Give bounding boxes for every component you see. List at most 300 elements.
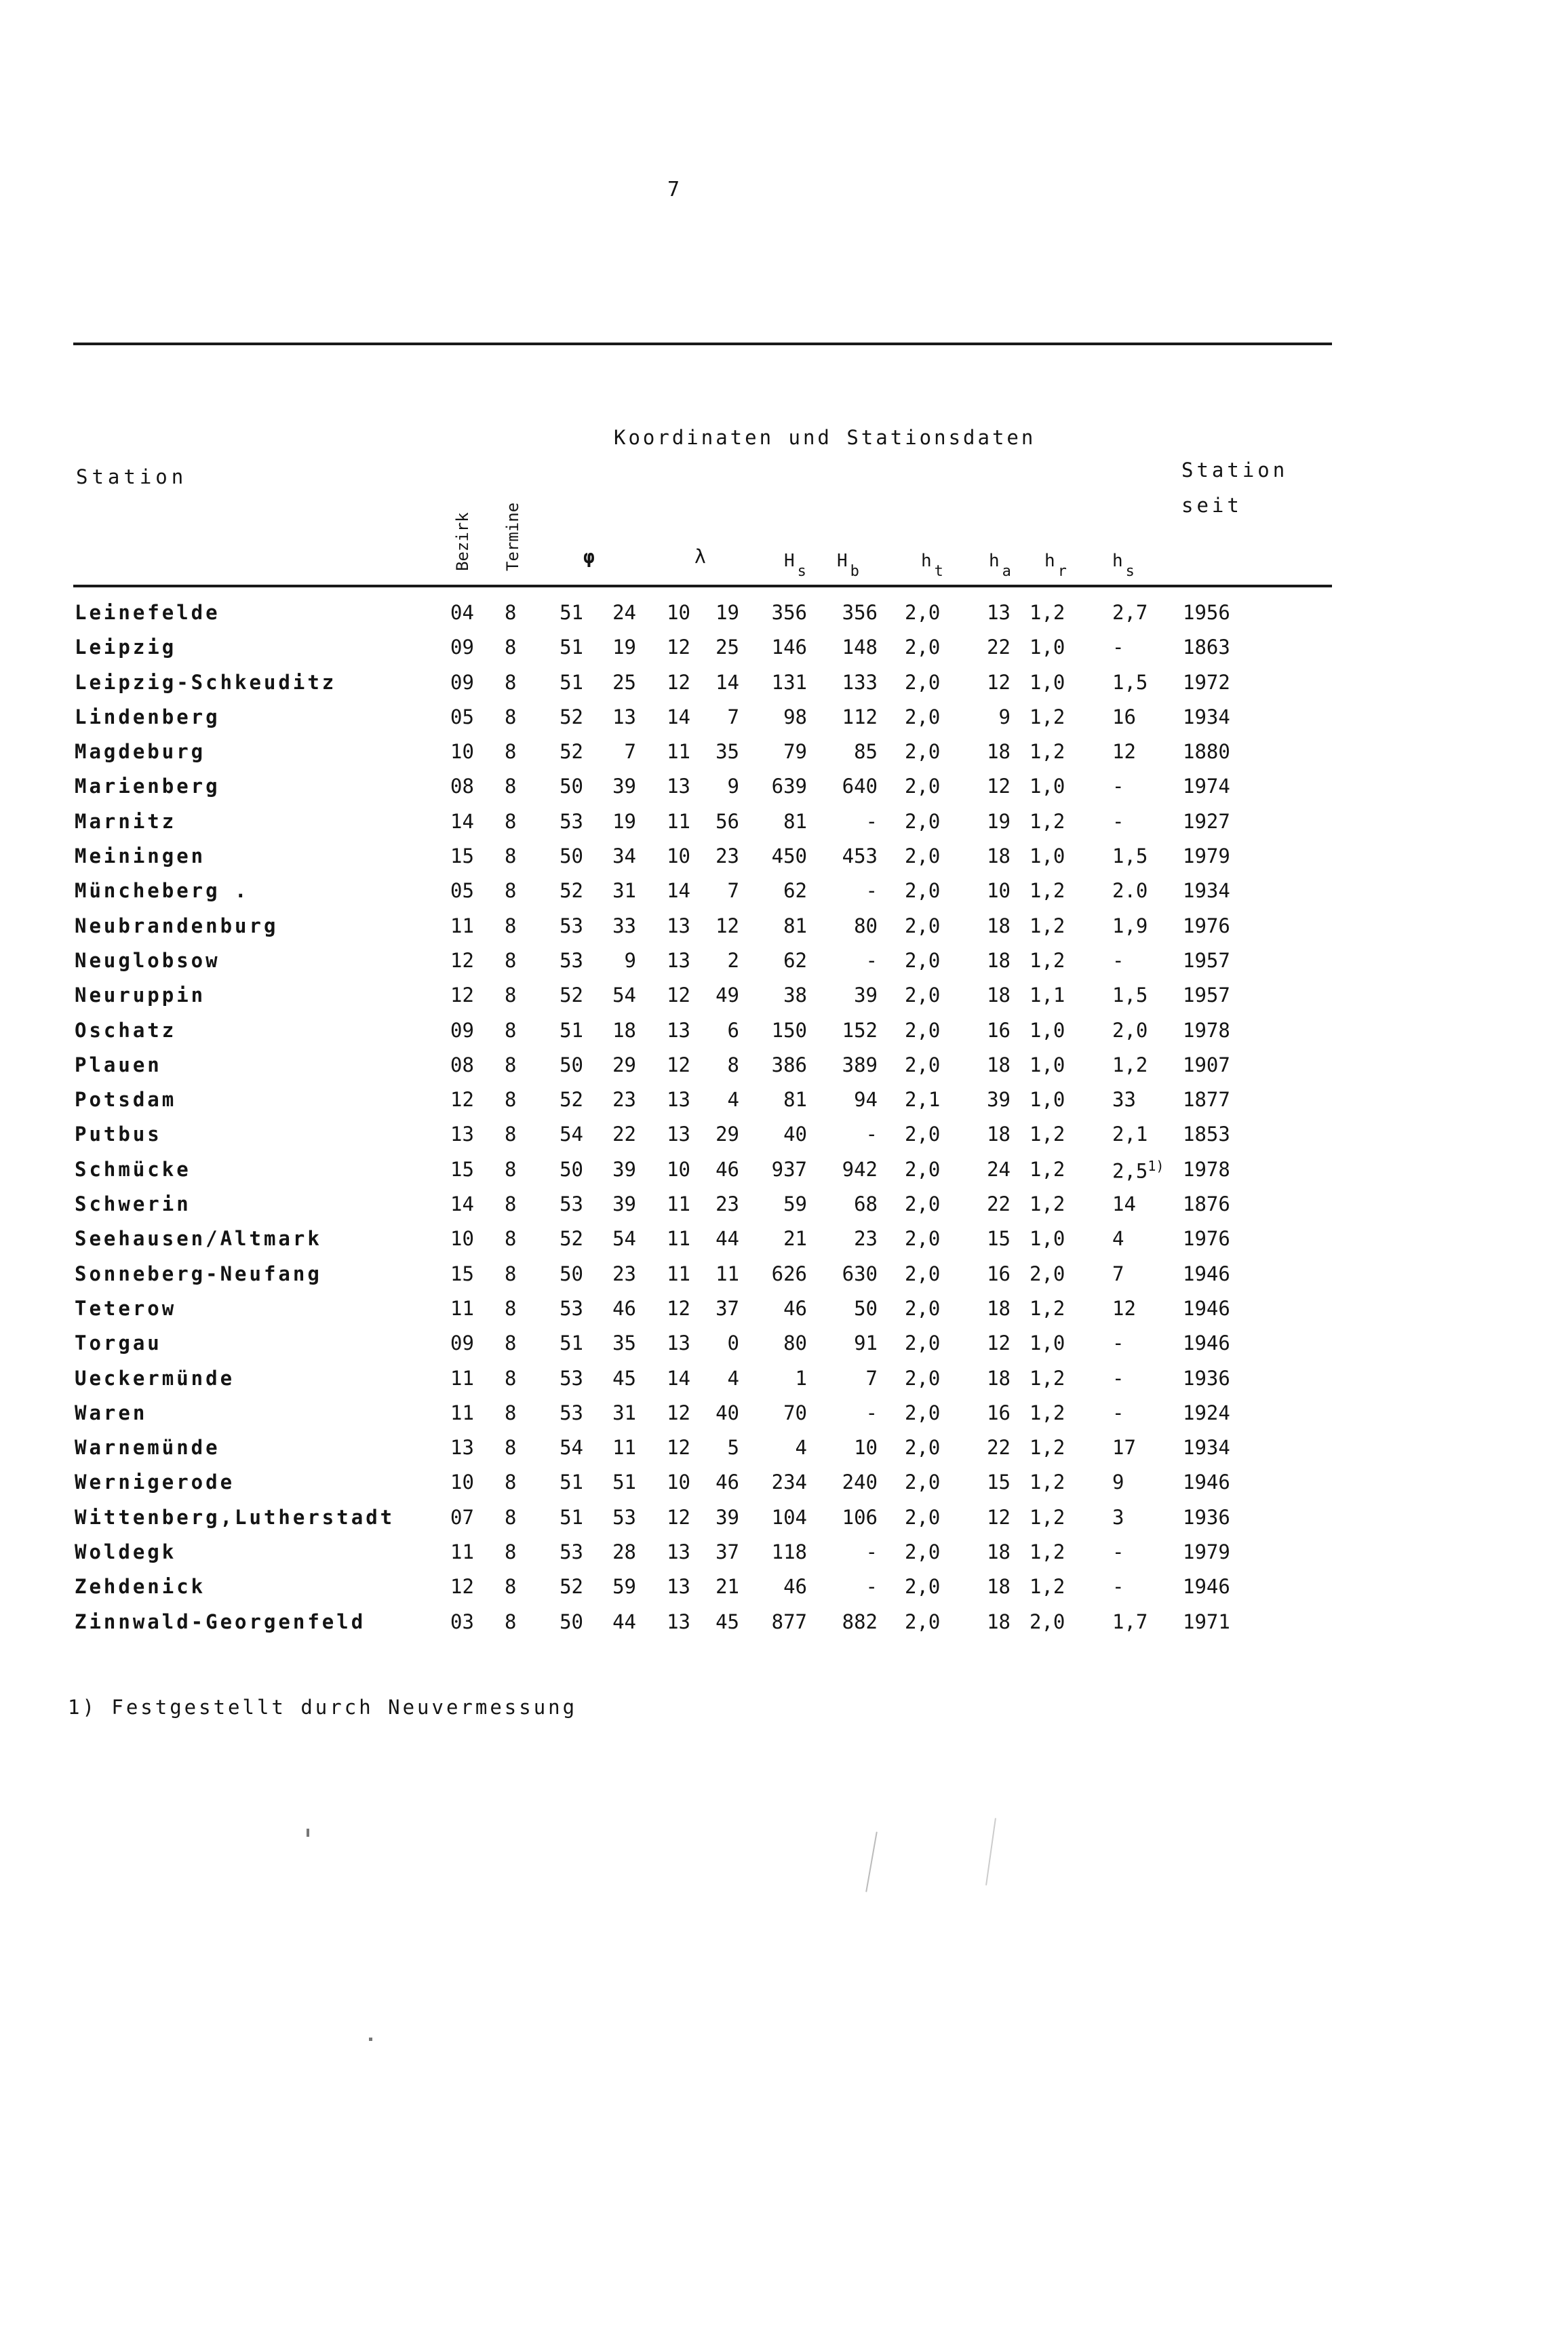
termine-cell: 8 (505, 1296, 517, 1320)
station-name: Waren (75, 1401, 148, 1424)
bezirk-cell: 12 (450, 948, 474, 972)
lambda-deg-cell: 13 (667, 914, 690, 937)
lambda-min-cell: 9 (727, 775, 739, 798)
hs-value: 2,5 (1112, 1159, 1148, 1183)
ha-cell: 15 (987, 1227, 1011, 1251)
ht-cell: 2,0 (905, 670, 941, 694)
station-name: Putbus (75, 1123, 162, 1146)
hs-value: - (1112, 775, 1124, 798)
phi-deg-cell: 53 (560, 1192, 583, 1216)
lambda-deg-cell: 11 (667, 740, 690, 764)
bezirk-cell: 13 (450, 1123, 474, 1146)
hr-cell: 1,2 (1030, 1471, 1065, 1494)
hs-value: 1,9 (1112, 914, 1148, 937)
phi-deg-cell: 54 (560, 1436, 583, 1460)
hr-cell: 1,2 (1030, 1401, 1065, 1424)
ha-cell: 12 (987, 775, 1011, 798)
termine-cell: 8 (505, 1436, 517, 1460)
hs-cell (1112, 1262, 1167, 1285)
termine-cell: 8 (505, 1192, 517, 1216)
hs-cell (1112, 601, 1167, 624)
Hs-cell: 79 (783, 740, 807, 764)
station-seit-cell: 1976 (1183, 914, 1230, 937)
ht-cell: 2,0 (905, 1540, 941, 1564)
termine-cell: 8 (505, 705, 517, 728)
termine-cell: 8 (505, 1018, 517, 1042)
hs-value: 4 (1112, 1227, 1124, 1251)
hs-value: 7 (1112, 1262, 1124, 1285)
phi-deg-cell: 53 (560, 1296, 583, 1320)
ha-cell: 18 (987, 1053, 1011, 1076)
bezirk-cell: 11 (450, 1401, 474, 1424)
ht-cell: 2,0 (905, 844, 941, 868)
hs-value: 2,1 (1112, 1123, 1148, 1146)
hr-cell: 1,2 (1030, 1575, 1065, 1599)
bezirk-cell: 08 (450, 1053, 474, 1076)
termine-cell: 8 (505, 984, 517, 1007)
hs-cell (1112, 1367, 1167, 1390)
table-body (0, 601, 1568, 1645)
phi-min-cell: 31 (612, 1401, 636, 1424)
ht-cell: 2,0 (905, 1262, 941, 1285)
Hs-cell: 1 (795, 1366, 807, 1390)
termine-cell: 8 (505, 1157, 517, 1181)
Hs-cell: 937 (771, 1157, 807, 1181)
hs-value: 12 (1112, 1296, 1136, 1320)
termine-cell: 8 (505, 1366, 517, 1390)
hr-cell: 1,2 (1030, 1192, 1065, 1216)
Hs-cell: 21 (783, 1227, 807, 1251)
station-name: Leinefelde (75, 601, 220, 624)
phi-deg-cell: 51 (560, 1471, 583, 1494)
ha-cell: 13 (987, 601, 1011, 624)
lambda-deg-cell: 13 (667, 1331, 690, 1355)
hs-cell (1112, 844, 1167, 868)
header-hs: $h_s$ (1112, 551, 1135, 580)
lambda-min-cell: 4 (727, 1366, 739, 1390)
table-row (0, 1158, 1568, 1192)
bezirk-cell: 15 (450, 1262, 474, 1285)
station-name: Neuruppin (75, 984, 206, 1007)
phi-min-cell: 39 (612, 1157, 636, 1181)
bezirk-cell: 12 (450, 1088, 474, 1112)
hs-value: - (1112, 1366, 1124, 1390)
ht-cell: 2,0 (905, 775, 941, 798)
phi-min-cell: 46 (612, 1296, 636, 1320)
lambda-min-cell: 5 (727, 1436, 739, 1460)
station-seit-cell: 1936 (1183, 1505, 1230, 1529)
table-row (0, 1401, 1568, 1436)
station-seit-cell: 1979 (1183, 844, 1230, 868)
hr-cell: 1,0 (1030, 1088, 1065, 1112)
hr-cell: 1,2 (1030, 1296, 1065, 1320)
Hb-cell: 68 (854, 1192, 878, 1216)
hs-value: 3 (1112, 1505, 1124, 1529)
lambda-min-cell: 37 (716, 1296, 739, 1320)
termine-cell: 8 (505, 1227, 517, 1251)
hr-cell: 1,2 (1030, 740, 1065, 764)
ha-cell: 22 (987, 1436, 1011, 1460)
lambda-deg-cell: 11 (667, 1262, 690, 1285)
lambda-min-cell: 7 (727, 705, 739, 728)
hr-cell: 1,2 (1030, 1366, 1065, 1390)
hs-value: 2.0 (1112, 879, 1148, 903)
station-name: Zehdenick (75, 1575, 206, 1599)
phi-deg-cell: 50 (560, 1610, 583, 1633)
phi-min-cell: 51 (612, 1471, 636, 1494)
lambda-deg-cell: 13 (667, 1575, 690, 1599)
ht-cell: 2,0 (905, 1505, 941, 1529)
hs-cell (1112, 1227, 1167, 1250)
Hs-cell: 81 (783, 809, 807, 833)
table-row (0, 879, 1568, 914)
Hs-cell: 131 (771, 670, 807, 694)
phi-deg-cell: 53 (560, 1401, 583, 1424)
header-station-seit-line2: seit (1181, 494, 1242, 517)
lambda-deg-cell: 13 (667, 1088, 690, 1112)
ht-cell: 2,0 (905, 636, 941, 659)
hs-cell (1112, 1540, 1167, 1563)
header-station-seit-line1: Station (1181, 459, 1289, 482)
table-row (0, 844, 1568, 879)
table-row (0, 775, 1568, 809)
Hb-cell: - (865, 809, 878, 833)
hs-cell (1112, 775, 1167, 798)
station-seit-cell: 1936 (1183, 1366, 1230, 1390)
table-row (0, 1436, 1568, 1471)
hr-cell: 1,0 (1030, 1331, 1065, 1355)
phi-deg-cell: 53 (560, 948, 583, 972)
lambda-min-cell: 46 (716, 1157, 739, 1181)
station-name: Leipzig-Schkeuditz (75, 670, 337, 694)
lambda-deg-cell: 13 (667, 1540, 690, 1564)
station-name: Torgau (75, 1331, 162, 1355)
hs-value: - (1112, 1401, 1124, 1424)
hr-cell: 1,2 (1030, 1505, 1065, 1529)
lambda-deg-cell: 13 (667, 775, 690, 798)
scan-mark (865, 1832, 878, 1892)
ht-cell: 2,0 (905, 1366, 941, 1390)
hs-value: 16 (1112, 705, 1136, 728)
ha-cell: 12 (987, 1505, 1011, 1529)
lambda-deg-cell: 14 (667, 1366, 690, 1390)
table-row (0, 1227, 1568, 1262)
header-Hs: $H_s$ (784, 551, 806, 580)
lambda-min-cell: 56 (716, 809, 739, 833)
ht-cell: 2,0 (905, 809, 941, 833)
phi-min-cell: 13 (612, 705, 636, 728)
bezirk-cell: 11 (450, 1296, 474, 1320)
table-row (0, 949, 1568, 984)
station-seit-cell: 1979 (1183, 1540, 1230, 1564)
header-station: Station (76, 465, 188, 488)
hr-cell: 1,0 (1030, 775, 1065, 798)
termine-cell: 8 (505, 670, 517, 694)
ha-cell: 10 (987, 879, 1011, 903)
hs-value: 1,2 (1112, 1053, 1148, 1076)
station-seit-cell: 1934 (1183, 879, 1230, 903)
footnote-marker: 1) (1148, 1157, 1164, 1174)
ht-cell: 2,0 (905, 1123, 941, 1146)
hs-cell (1112, 949, 1167, 972)
lambda-min-cell: 44 (716, 1227, 739, 1251)
table-row (0, 1540, 1568, 1575)
lambda-deg-cell: 13 (667, 1018, 690, 1042)
Hb-cell: - (865, 1540, 878, 1564)
Hs-cell: 70 (783, 1401, 807, 1424)
station-seit-cell: 1978 (1183, 1157, 1230, 1181)
lambda-deg-cell: 13 (667, 1610, 690, 1633)
ht-cell: 2,0 (905, 1401, 941, 1424)
Hb-cell: 50 (854, 1296, 878, 1320)
ha-cell: 16 (987, 1401, 1011, 1424)
ht-cell: 2,0 (905, 1575, 941, 1599)
hs-value: 17 (1112, 1436, 1136, 1460)
phi-min-cell: 29 (612, 1053, 636, 1076)
table-row (0, 1575, 1568, 1610)
bezirk-cell: 09 (450, 1018, 474, 1042)
hr-cell: 1,2 (1030, 948, 1065, 972)
lambda-deg-cell: 12 (667, 670, 690, 694)
lambda-deg-cell: 11 (667, 1192, 690, 1216)
table-row (0, 1262, 1568, 1297)
lambda-deg-cell: 10 (667, 1471, 690, 1494)
phi-deg-cell: 52 (560, 879, 583, 903)
bezirk-cell: 05 (450, 879, 474, 903)
station-seit-cell: 1957 (1183, 948, 1230, 972)
ht-cell: 2,0 (905, 1053, 941, 1076)
bezirk-cell: 14 (450, 809, 474, 833)
bezirk-cell: 12 (450, 1575, 474, 1599)
lambda-deg-cell: 12 (667, 636, 690, 659)
Hs-cell: 62 (783, 948, 807, 972)
station-seit-cell: 1946 (1183, 1575, 1230, 1599)
table-row (0, 1123, 1568, 1157)
hs-value: 2,7 (1112, 601, 1148, 624)
Hs-cell: 118 (771, 1540, 807, 1564)
header-hr: $h_r$ (1044, 551, 1067, 580)
station-seit-cell: 1863 (1183, 636, 1230, 659)
phi-deg-cell: 52 (560, 705, 583, 728)
station-seit-cell: 1907 (1183, 1053, 1230, 1076)
station-name: Marienberg (75, 775, 220, 798)
Hb-cell: 882 (842, 1610, 878, 1633)
bezirk-cell: 11 (450, 1366, 474, 1390)
station-name: Zinnwald-Georgenfeld (75, 1610, 366, 1633)
hr-cell: 1,2 (1030, 1157, 1065, 1181)
hs-cell (1112, 1401, 1167, 1424)
Hs-cell: 356 (771, 601, 807, 624)
bezirk-cell: 11 (450, 914, 474, 937)
Hb-cell: 152 (842, 1018, 878, 1042)
Hs-cell: 150 (771, 1018, 807, 1042)
table-row (0, 1506, 1568, 1540)
lambda-deg-cell: 12 (667, 984, 690, 1007)
table-row (0, 705, 1568, 740)
ht-cell: 2,0 (905, 1436, 941, 1460)
hr-cell: 1,0 (1030, 844, 1065, 868)
phi-deg-cell: 51 (560, 670, 583, 694)
hr-cell: 1,2 (1030, 809, 1065, 833)
station-seit-cell: 1877 (1183, 1088, 1230, 1112)
Hb-cell: 39 (854, 984, 878, 1007)
station-seit-cell: 1876 (1183, 1192, 1230, 1216)
Hb-cell: 640 (842, 775, 878, 798)
ha-cell: 16 (987, 1262, 1011, 1285)
table-row (0, 984, 1568, 1018)
phi-deg-cell: 52 (560, 1088, 583, 1112)
phi-deg-cell: 52 (560, 984, 583, 1007)
ht-cell: 2,0 (905, 705, 941, 728)
Hs-cell: 46 (783, 1575, 807, 1599)
table-row (0, 1331, 1568, 1366)
hs-value: 1,5 (1112, 670, 1148, 694)
termine-cell: 8 (505, 844, 517, 868)
bezirk-cell: 03 (450, 1610, 474, 1633)
hr-cell: 1,2 (1030, 1436, 1065, 1460)
station-name: Wittenberg,Lutherstadt (75, 1505, 395, 1529)
scan-speck (369, 2038, 372, 2041)
hs-cell (1112, 1506, 1167, 1529)
ht-cell: 2,0 (905, 1471, 941, 1494)
table-row (0, 1192, 1568, 1227)
Hb-cell: 94 (854, 1088, 878, 1112)
bezirk-cell: 08 (450, 775, 474, 798)
phi-min-cell: 19 (612, 809, 636, 833)
station-seit-cell: 1946 (1183, 1471, 1230, 1494)
phi-deg-cell: 53 (560, 809, 583, 833)
lambda-deg-cell: 13 (667, 1123, 690, 1146)
bezirk-cell: 15 (450, 844, 474, 868)
Hs-cell: 234 (771, 1471, 807, 1494)
station-seit-cell: 1946 (1183, 1296, 1230, 1320)
station-seit-cell: 1971 (1183, 1610, 1230, 1633)
termine-cell: 8 (505, 879, 517, 903)
station-seit-cell: 1853 (1183, 1123, 1230, 1146)
phi-min-cell: 22 (612, 1123, 636, 1146)
bezirk-cell: 12 (450, 984, 474, 1007)
Hb-cell: - (865, 1575, 878, 1599)
lambda-min-cell: 45 (716, 1610, 739, 1633)
phi-deg-cell: 51 (560, 1505, 583, 1529)
lambda-min-cell: 4 (727, 1088, 739, 1112)
bezirk-cell: 09 (450, 1331, 474, 1355)
station-name: Schmücke (75, 1157, 191, 1181)
header-rule (73, 585, 1332, 587)
table-row (0, 1471, 1568, 1505)
termine-cell: 8 (505, 1610, 517, 1633)
hs-cell (1112, 1610, 1167, 1633)
ht-cell: 2,0 (905, 1296, 941, 1320)
ha-cell: 18 (987, 1610, 1011, 1633)
Hb-cell: 85 (854, 740, 878, 764)
ha-cell: 12 (987, 670, 1011, 694)
termine-cell: 8 (505, 636, 517, 659)
hs-cell (1112, 1436, 1167, 1459)
lambda-min-cell: 46 (716, 1471, 739, 1494)
station-name: Teterow (75, 1296, 177, 1320)
phi-min-cell: 54 (612, 984, 636, 1007)
station-name: Woldegk (75, 1540, 177, 1564)
table-row (0, 671, 1568, 705)
phi-deg-cell: 51 (560, 1018, 583, 1042)
phi-deg-cell: 50 (560, 1157, 583, 1181)
page-number: 7 (667, 178, 680, 201)
termine-cell: 8 (505, 1088, 517, 1112)
table-row (0, 1610, 1568, 1645)
header-bezirk: Bezirk (453, 512, 472, 571)
phi-min-cell: 53 (612, 1505, 636, 1529)
lambda-deg-cell: 13 (667, 948, 690, 972)
ht-cell: 2,0 (905, 914, 941, 937)
table-row (0, 1053, 1568, 1088)
station-seit-cell: 1934 (1183, 705, 1230, 728)
ht-cell: 2,0 (905, 1192, 941, 1216)
station-seit-cell: 1974 (1183, 775, 1230, 798)
bezirk-cell: 13 (450, 1436, 474, 1460)
phi-deg-cell: 54 (560, 1123, 583, 1146)
table-row (0, 914, 1568, 949)
Hb-cell: 133 (842, 670, 878, 694)
lambda-deg-cell: 10 (667, 1157, 690, 1181)
table-caption: Koordinaten und Stationsdaten (614, 426, 1036, 449)
station-name: Seehausen/Altmark (75, 1227, 322, 1251)
ha-cell: 18 (987, 1296, 1011, 1320)
station-name: Oschatz (75, 1018, 177, 1042)
hs-value: 2,0 (1112, 1018, 1148, 1042)
Hb-cell: 80 (854, 914, 878, 937)
Hs-cell: 59 (783, 1192, 807, 1216)
phi-deg-cell: 50 (560, 844, 583, 868)
phi-min-cell: 59 (612, 1575, 636, 1599)
table-row (0, 810, 1568, 844)
lambda-deg-cell: 10 (667, 601, 690, 624)
station-seit-cell: 1924 (1183, 1401, 1230, 1424)
Hb-cell: 389 (842, 1053, 878, 1076)
termine-cell: 8 (505, 740, 517, 764)
phi-min-cell: 18 (612, 1018, 636, 1042)
hs-cell (1112, 984, 1167, 1007)
Hb-cell: 942 (842, 1157, 878, 1181)
hs-cell (1112, 1297, 1167, 1320)
lambda-deg-cell: 12 (667, 1296, 690, 1320)
bezirk-cell: 10 (450, 740, 474, 764)
Hs-cell: 639 (771, 775, 807, 798)
hs-cell (1112, 914, 1167, 937)
header-termine: Termine (503, 502, 522, 571)
bezirk-cell: 07 (450, 1505, 474, 1529)
lambda-min-cell: 21 (716, 1575, 739, 1599)
termine-cell: 8 (505, 1540, 517, 1564)
ht-cell: 2,0 (905, 984, 941, 1007)
Hb-cell: 91 (854, 1331, 878, 1355)
Hb-cell: 453 (842, 844, 878, 868)
hs-cell (1112, 879, 1167, 902)
Hs-cell: 386 (771, 1053, 807, 1076)
hr-cell: 2,0 (1030, 1610, 1065, 1633)
phi-min-cell: 31 (612, 879, 636, 903)
lambda-min-cell: 35 (716, 740, 739, 764)
hs-value: 1,7 (1112, 1610, 1148, 1633)
ha-cell: 18 (987, 1575, 1011, 1599)
table-row (0, 1297, 1568, 1331)
phi-min-cell: 54 (612, 1227, 636, 1251)
phi-deg-cell: 50 (560, 1053, 583, 1076)
Hs-cell: 4 (795, 1436, 807, 1460)
phi-min-cell: 34 (612, 844, 636, 868)
ha-cell: 12 (987, 1331, 1011, 1355)
lambda-min-cell: 11 (716, 1262, 739, 1285)
